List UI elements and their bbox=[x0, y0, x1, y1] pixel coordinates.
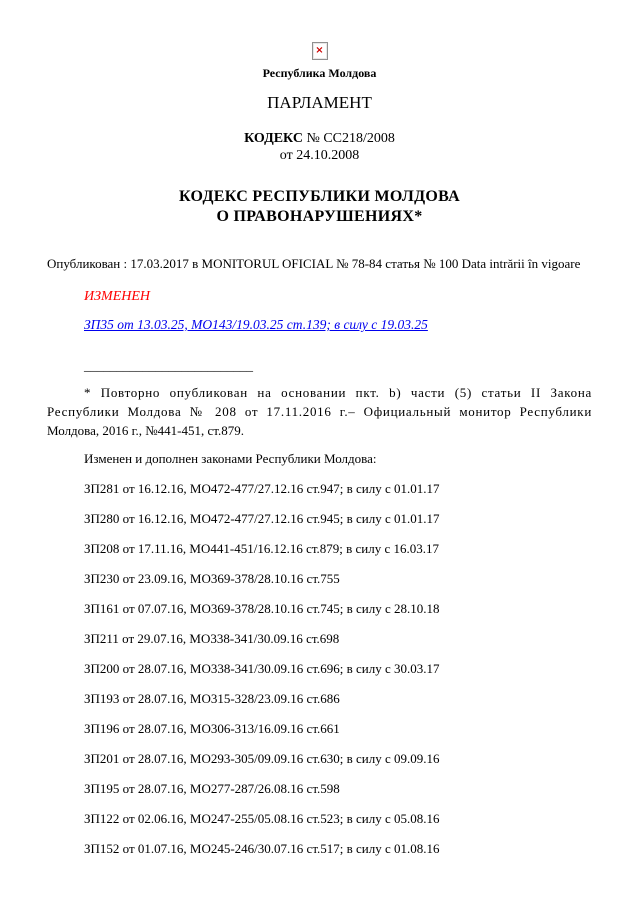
country-name: Республика Молдова bbox=[262, 66, 377, 80]
document-title-line1: КОДЕКС РЕСПУБЛИКИ МОЛДОВА bbox=[179, 188, 460, 205]
amendment-item: ЗП161 от 07.07.16, МО369-378/28.10.16 ст.745; в силу с 28.10.18 bbox=[84, 601, 440, 616]
document-title bbox=[47, 187, 592, 227]
amendment-item: ЗП211 от 29.07.16, МО338-341/30.09.16 ст.698 bbox=[84, 631, 340, 646]
amendment-item: ЗП152 от 01.07.16, МО245-246/30.07.16 ст.517; в силу с 01.08.16 bbox=[84, 841, 440, 856]
footnote-line: * Повторно опубликован на основании пкт. b) части (5) статьи II Закона bbox=[84, 385, 592, 400]
amendment-item: ЗП122 от 02.06.16, МО247-255/05.08.16 ст.523; в силу с 05.08.16 bbox=[84, 811, 440, 826]
amendment-item: ЗП196 от 28.07.16, МО306-313/16.09.16 ст.661 bbox=[84, 721, 340, 736]
amendment-item: ЗП200 от 28.07.16, МО338-341/30.09.16 ст.696; в силу с 30.03.17 bbox=[84, 661, 440, 676]
doc-number: № CC218/2008 bbox=[306, 131, 395, 146]
amendment-link-line bbox=[84, 317, 592, 333]
footnote-line: Молдова, 2016 г., №441-451, ст.879. bbox=[47, 423, 244, 438]
doc-date: от 24.10.2008 bbox=[279, 148, 360, 163]
footnote bbox=[47, 383, 592, 440]
amendments-intro: Изменен и дополнен законами Республики Молдова: bbox=[84, 451, 377, 466]
amendment-link[interactable]: ЗП35 от 13.03.25, МО143/19.03.25 ст.139; в силу с 19.03.25 bbox=[84, 317, 428, 332]
broken-image-icon bbox=[312, 42, 328, 60]
amendment-item: ЗП201 от 28.07.16, МО293-305/09.09.16 ст.630; в силу с 09.09.16 bbox=[84, 751, 440, 766]
doc-number-line bbox=[47, 130, 592, 147]
document-title-line2: О ПРАВОНАРУШЕНИЯХ* bbox=[216, 208, 423, 225]
amendment-item: ЗП193 от 28.07.16, МО315-328/23.09.16 ст.686 bbox=[84, 691, 340, 706]
footnote-line: Республики Молдова № 208 от 17.11.2016 г.– Официальный монитор Республики bbox=[47, 404, 592, 419]
amendment-item: ЗП281 от 16.12.16, МО472-477/27.12.16 ст.947; в силу с 01.01.17 bbox=[84, 481, 440, 496]
footnote-separator: __________________________ bbox=[84, 358, 253, 373]
amended-status-label: ИЗМЕНЕН bbox=[84, 289, 151, 304]
broken-image-x-glyph: × bbox=[315, 45, 324, 56]
amendments-list bbox=[47, 481, 592, 857]
amendment-item: ЗП195 от 28.07.16, МО277-287/26.08.16 ст.598 bbox=[84, 781, 340, 796]
amendment-item: ЗП230 от 23.09.16, МО369-378/28.10.16 ст.755 bbox=[84, 571, 340, 586]
amendment-item: ЗП208 от 17.11.16, МО441-451/16.12.16 ст.879; в силу с 16.03.17 bbox=[84, 541, 440, 556]
publication-line: Опубликован : 17.03.2017 в MONITORUL OFICIAL № 78-84 статья № 100 Data intrării în vigoare bbox=[47, 256, 581, 271]
doc-type-label: КОДЕКС bbox=[244, 131, 303, 146]
amendment-item: ЗП280 от 16.12.16, МО472-477/27.12.16 ст.945; в силу с 01.01.17 bbox=[84, 511, 440, 526]
institution-name: ПАРЛАМЕНТ bbox=[267, 93, 372, 112]
